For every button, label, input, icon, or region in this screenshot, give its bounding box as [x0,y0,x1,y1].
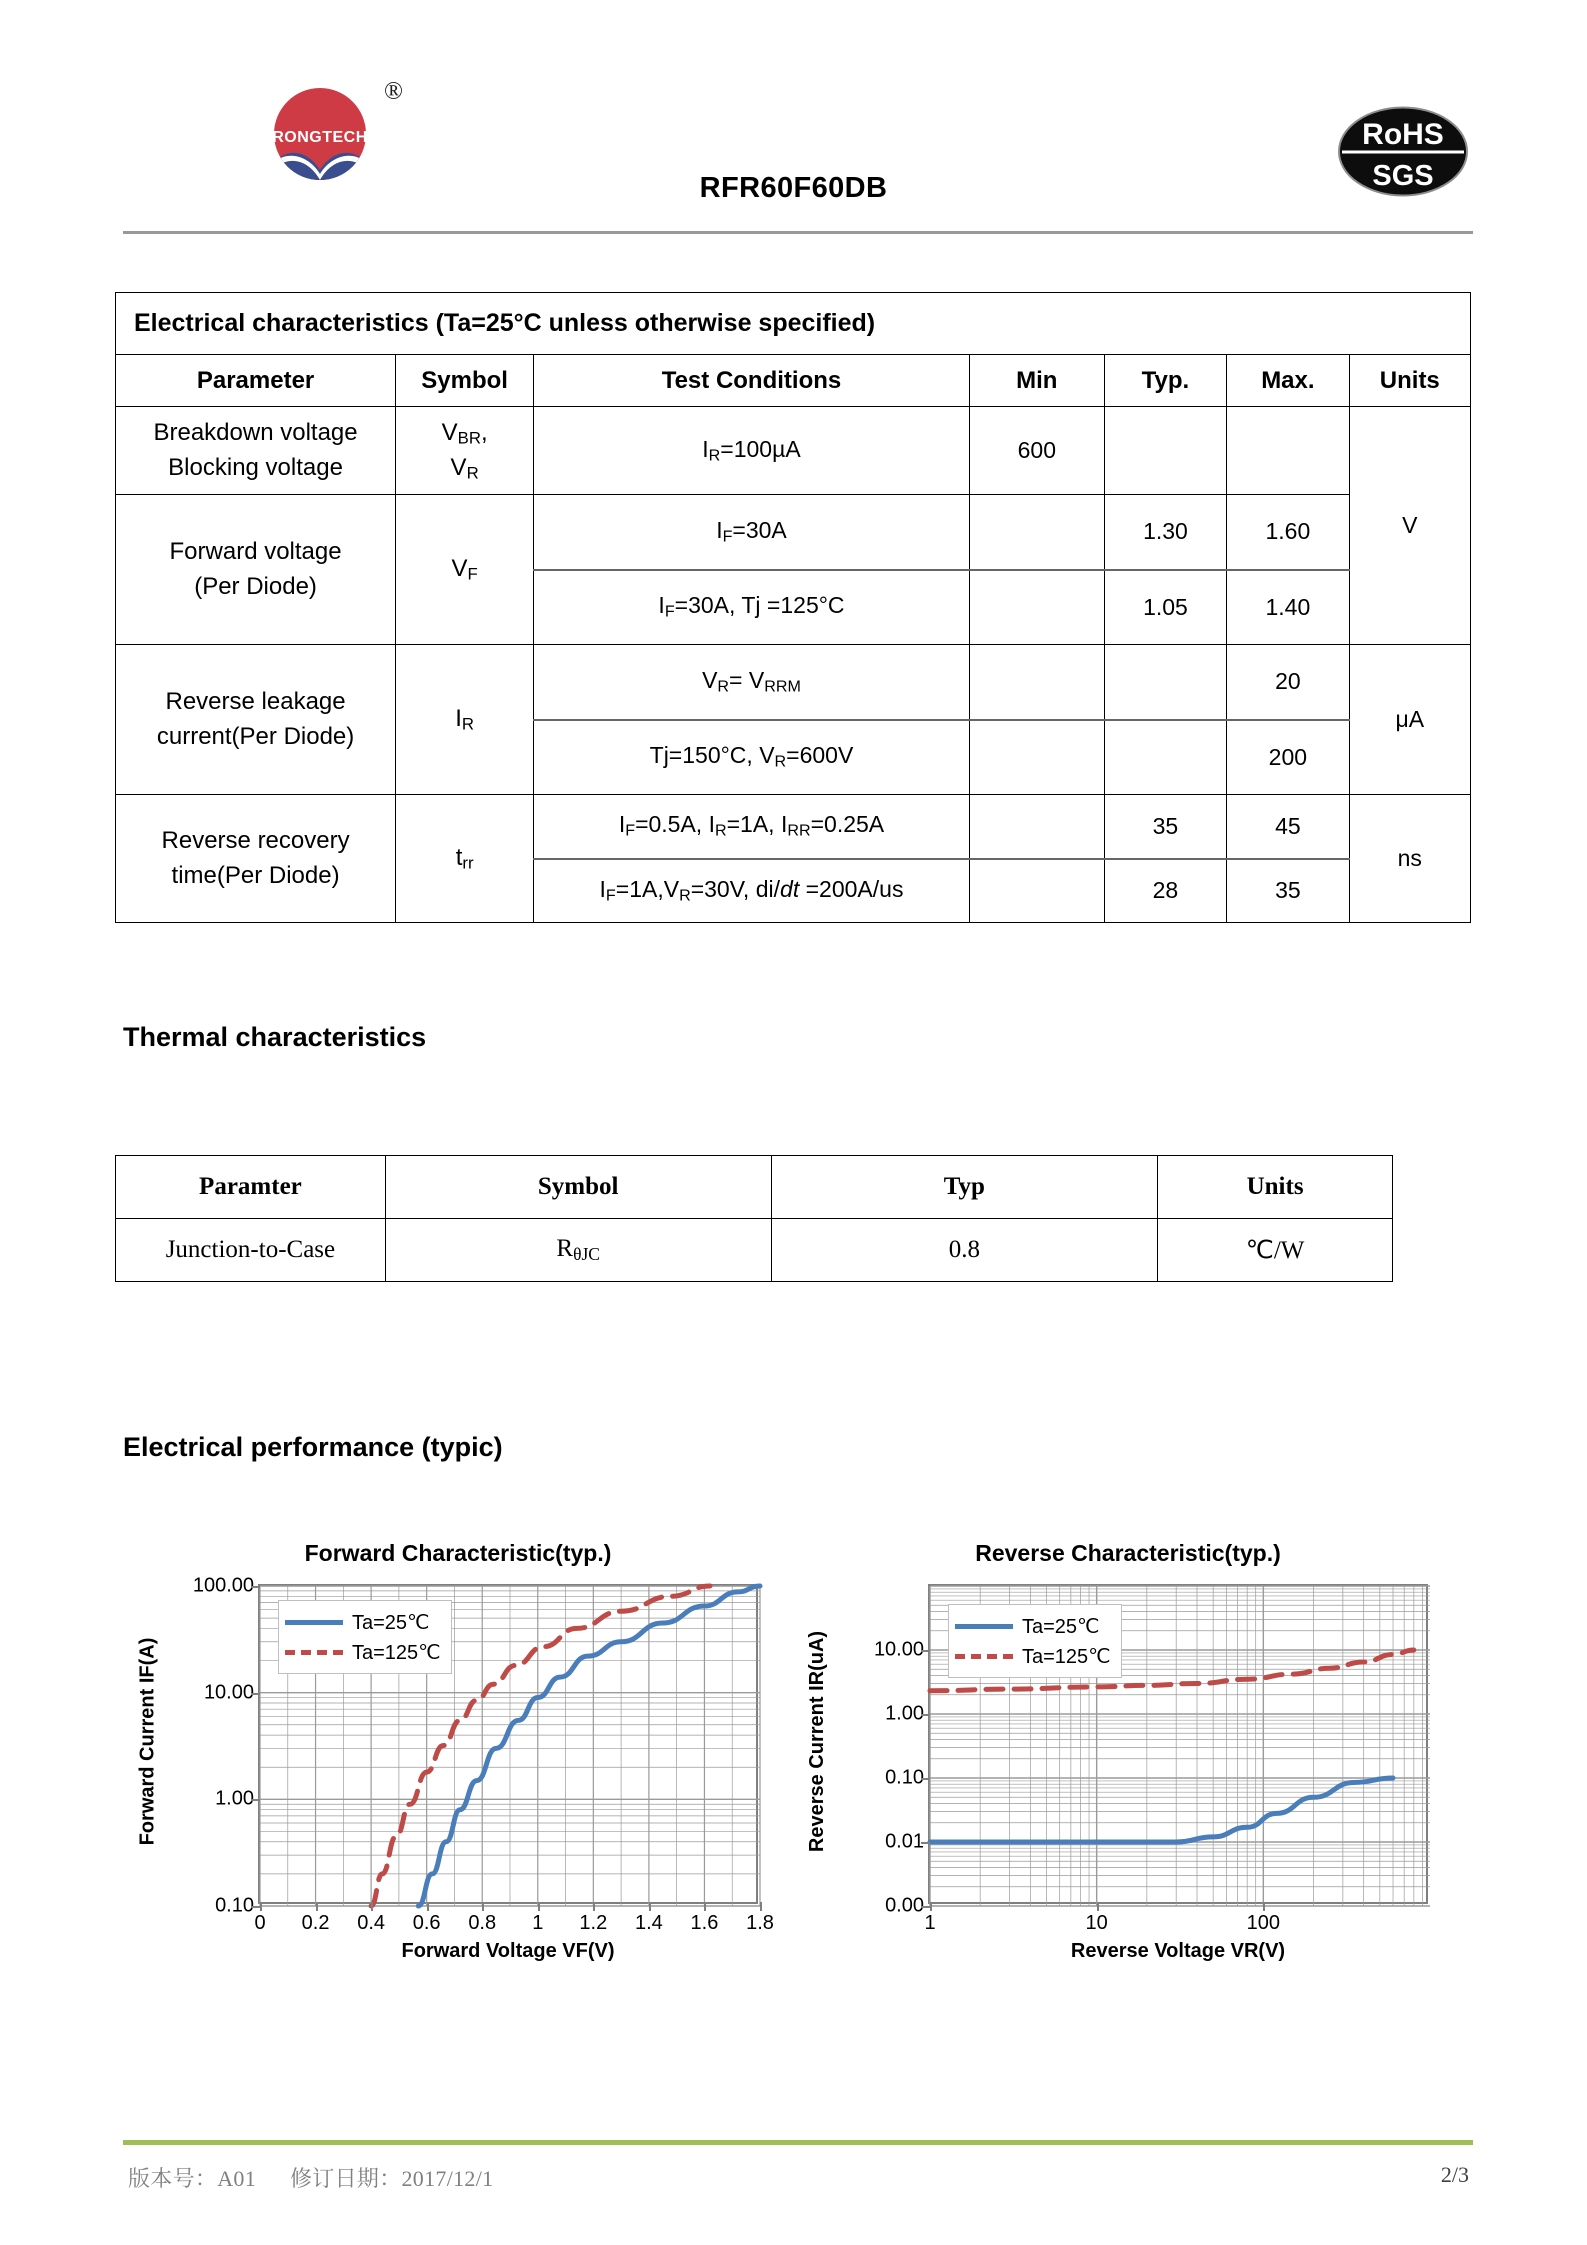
thermal-col-parameter: Paramter [116,1156,386,1219]
row-max-trr-2: 35 [1227,859,1349,923]
electrical-performance-heading: Electrical performance (typic) [123,1432,503,1462]
page-header [0,0,1587,240]
legend-entry [285,1637,441,1667]
row-units-nanosecond: ns [1349,795,1470,923]
x-tick-mark [593,1902,595,1911]
x-tick-label: 0.4 [357,1912,386,1934]
footer-revision-info [128,2162,493,2193]
x-tick-mark [1097,1902,1099,1911]
col-test-conditions: Test Conditions [534,355,970,407]
y-tick-mark [251,1906,260,1908]
col-min: Min [969,355,1104,407]
symbol-line-1: $V_F$ [451,555,478,584]
y-tick-label: 0.10 [215,1894,254,1917]
table-title-row [116,293,1471,355]
y-tick-label: 0.10 [885,1766,924,1789]
x-tick-mark [427,1902,429,1911]
rohs-label: RoHS [1362,118,1444,151]
legend-entry [955,1611,1111,1641]
legend-entry [285,1607,441,1637]
row-condition-tj150-vr600: Tj=150°C, $V_R=600V$ [534,720,970,795]
table-row [116,495,1471,570]
plot-area [138,1576,778,1976]
table-row [116,795,1471,859]
row-condition-if-30a-tj125: $I_F=30A$, Tj =125°C [534,570,970,645]
chart-legend [278,1600,452,1674]
row-min-reverse-leakage-2 [969,720,1104,795]
plot-box [192,1574,774,1934]
logo-wordmark: RONGTECH [272,129,368,146]
footer-version: 版本号：A01 [128,2166,256,2191]
y-tick-mark [251,1799,260,1801]
x-tick-label: 0.8 [468,1912,497,1934]
row-typ-breakdown-voltage [1104,407,1226,495]
page-title: RFR60F60DB [699,172,888,204]
x-tick-mark [316,1902,318,1911]
y-tick-mark [251,1586,260,1588]
col-symbol: Symbol [396,355,534,407]
sgs-label: SGS [1372,160,1434,192]
plot-box [873,1584,1428,1934]
thermal-col-typ: Typ [771,1156,1158,1219]
y-tick-mark [251,1693,260,1695]
symbol-line-2: $V_R$ [450,453,479,483]
chart-title: Reverse Characteristic(typ.) [975,1540,1281,1566]
row-max-forward-voltage-1: 1.60 [1227,495,1349,570]
y-tick-label: 10.00 [873,1638,924,1661]
row-symbol-forward-voltage [396,495,534,645]
row-min-forward-voltage-2 [969,570,1104,645]
table-row [116,645,1471,720]
table-row [116,407,1471,495]
row-typ-reverse-leakage-1 [1104,645,1226,720]
x-tick-label: 0 [254,1912,266,1934]
x-tick-mark [649,1902,651,1911]
thermal-row-typ: 0.8 [771,1219,1158,1282]
y-tick-label: 1.00 [885,1702,924,1725]
row-parameter-reverse-recovery [116,795,396,923]
y-tick-label: 0.01 [885,1830,924,1853]
x-tick-label: 1.6 [690,1912,719,1934]
rohs-sgs-badge [1337,105,1469,198]
x-axis-label: Forward Voltage VF(V) [401,1940,615,1962]
col-typ: Typ. [1104,355,1226,407]
y-tick-label: 1.00 [215,1787,254,1810]
row-units-volts: V [1349,407,1470,645]
electrical-table-title: Electrical characteristics (Ta=25°C unless otherwise specified) [116,293,1471,355]
y-tick-label: 0.00 [885,1894,924,1917]
thermal-col-units: Units [1158,1156,1393,1219]
electrical-characteristics-table [115,292,1471,923]
thermal-row-parameter: Junction-to-Case [116,1219,386,1282]
legend-label: Ta=25℃ [1022,1615,1100,1638]
row-condition-trr-2: $I_F=1A,V_R=30V$, di/dt =200A/us [534,859,970,923]
row-typ-reverse-leakage-2 [1104,720,1226,795]
row-symbol-breakdown-voltage [396,407,534,495]
x-tick-mark [482,1902,484,1911]
x-tick-mark [760,1902,762,1911]
chart-title: Forward Characteristic(typ.) [304,1540,612,1566]
thermal-col-symbol: Symbol [385,1156,771,1219]
parameter-line-1: Forward voltage [169,538,342,566]
registered-trademark-icon: ® [384,78,403,105]
legend-entry [955,1641,1111,1671]
parameter-line-2: Blocking voltage [168,453,343,481]
x-tick-label: 1.2 [579,1912,608,1934]
row-condition-if-30a: $I_F=30A$ [534,495,970,570]
row-min-forward-voltage-1 [969,495,1104,570]
x-tick-mark [930,1902,932,1911]
y-tick-mark [921,1842,930,1844]
x-tick-mark [371,1902,373,1911]
x-tick-mark [704,1902,706,1911]
x-tick-label: 0.2 [301,1912,330,1934]
forward-characteristic-chart [138,1540,778,1976]
reverse-characteristic-chart [808,1540,1448,1976]
symbol-line-1: $I_R$ [455,705,475,734]
x-tick-label: 10 [1085,1912,1108,1934]
row-symbol-reverse-recovery [396,795,534,923]
row-units-microamp: μA [1349,645,1470,795]
x-tick-mark [538,1902,540,1911]
parameter-line-1: Reverse leakage [165,688,346,716]
row-max-forward-voltage-2: 1.40 [1227,570,1349,645]
row-min-trr-2 [969,859,1104,923]
legend-label: Ta=25℃ [352,1611,430,1634]
row-max-reverse-leakage-1: 20 [1227,645,1349,720]
row-min-trr-1 [969,795,1104,859]
row-parameter-forward-voltage [116,495,396,645]
y-axis-label: Reverse Current IR(uA) [806,1630,829,1852]
row-symbol-reverse-leakage [396,645,534,795]
legend-swatch-icon [285,1650,343,1655]
row-typ-forward-voltage-1: 1.30 [1104,495,1226,570]
x-tick-label: 100 [1246,1912,1281,1934]
header-divider [123,231,1473,234]
symbol-line-1: $t_{rr}$ [455,844,474,873]
x-tick-label: 1 [924,1912,936,1934]
x-tick-mark [1263,1902,1265,1911]
chart-legend [948,1604,1122,1678]
row-condition-ir-100ua: $I_R=100\mu A$ [534,407,970,495]
x-tick-mark [260,1902,262,1911]
x-tick-label: 1.4 [634,1912,663,1934]
row-min-reverse-leakage-1 [969,645,1104,720]
row-condition-vr-vrrm: $V_R= V_{RRM}$ [534,645,970,720]
thermal-row-symbol: $R_{\theta JC}$ [385,1219,771,1282]
y-tick-mark [921,1906,930,1908]
row-condition-trr-1: $I_F=0.5A$, $I_R=1A$, $I_{RR}=0.25A$ [534,795,970,859]
plot-area [808,1576,1448,1976]
row-max-trr-1: 45 [1227,795,1349,859]
y-tick-label: 100.00 [192,1574,254,1597]
row-min-breakdown-voltage: 600 [969,407,1104,495]
table-header-row [116,355,1471,407]
legend-label: Ta=125℃ [1022,1645,1111,1668]
col-parameter: Parameter [116,355,396,407]
y-tick-label: 10.00 [203,1681,254,1704]
parameter-line-2: (Per Diode) [194,572,317,600]
thermal-row-units: ℃/W [1158,1219,1393,1282]
table-header-row [116,1156,1393,1219]
x-tick-label: 1.8 [746,1912,774,1934]
x-tick-label: 1 [532,1912,544,1934]
legend-label: Ta=125℃ [352,1641,441,1664]
x-axis-label: Reverse Voltage VR(V) [1070,1940,1286,1962]
thermal-characteristics-heading: Thermal characteristics [123,1022,427,1052]
row-typ-forward-voltage-2: 1.05 [1104,570,1226,645]
symbol-line-1: $V_{BR}$, [441,418,488,448]
company-logo [258,78,403,182]
row-parameter-breakdown-voltage [116,407,396,495]
footer-page-number: 2/3 [1440,2162,1469,2187]
footer-divider [123,2140,1473,2145]
rongtech-logo-icon [258,82,398,182]
parameter-line-1: Reverse recovery [161,827,350,855]
y-axis-label: Forward Current IF(A) [136,1637,159,1845]
series-1-curve [418,1586,760,1906]
parameter-line-2: current(Per Diode) [156,722,355,750]
legend-swatch-icon [285,1620,343,1625]
x-tick-label: 0.6 [412,1912,441,1934]
parameter-line-1: Breakdown voltage [153,419,358,447]
legend-swatch-icon [955,1624,1013,1629]
footer-revision-date: 修订日期：2017/12/1 [290,2166,494,2191]
col-units: Units [1349,355,1470,407]
parameter-line-2: time(Per Diode) [171,861,340,889]
thermal-characteristics-table [115,1155,1393,1282]
row-max-breakdown-voltage [1227,407,1349,495]
y-tick-mark [921,1778,930,1780]
y-tick-mark [921,1650,930,1652]
row-parameter-reverse-leakage [116,645,396,795]
y-tick-mark [921,1714,930,1716]
table-row [116,1219,1393,1282]
row-typ-trr-2: 28 [1104,859,1226,923]
col-max: Max. [1227,355,1349,407]
legend-swatch-icon [955,1654,1013,1659]
row-typ-trr-1: 35 [1104,795,1226,859]
row-max-reverse-leakage-2: 200 [1227,720,1349,795]
